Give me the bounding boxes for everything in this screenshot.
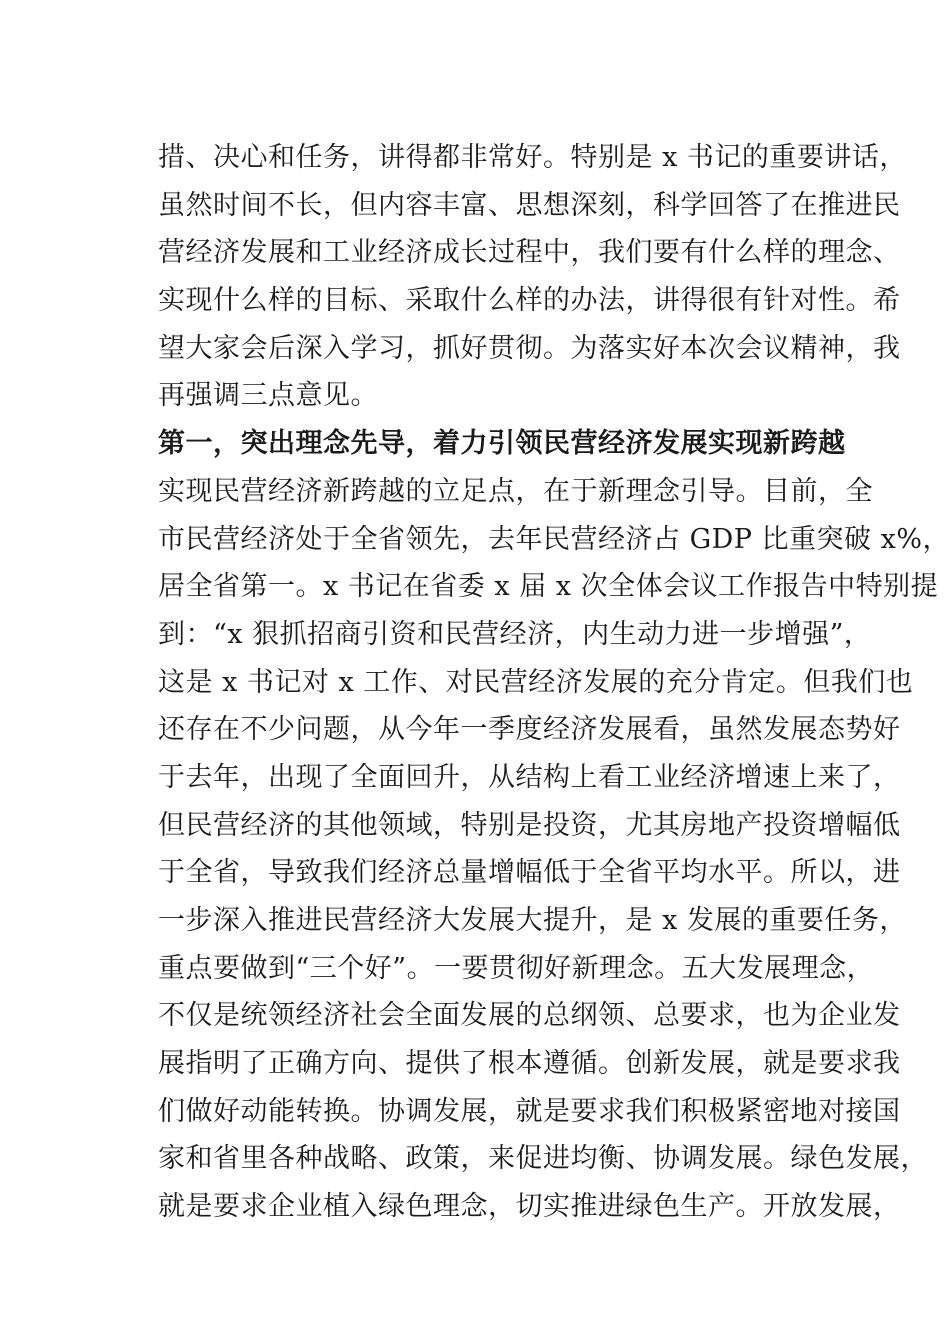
document-body [158,134,950,1231]
paragraph-line: 但民营经济的其他领域，特别是投资，尤其房地产投资增幅低 [158,809,901,841]
paragraph-line: 营经济发展和工业经济成长过程中，我们要有什么样的理念、 [158,237,901,269]
paragraph-line: 一步深入推进民营经济大发展大提升，是 x 发展的重要任务， [158,905,907,936]
paragraph-line: 家和省里各种战略、政策，来促进均衡、协调发展。绿色发展， [158,1143,928,1175]
paragraph-line: 市民营经济处于全省领先，去年民营经济占 GDP 比重突破 x%， [158,523,950,555]
paragraph-line: 不仅是统领经济社会全面发展的总纲领、总要求，也为企业发 [158,1000,901,1032]
paragraph-line: 于去年，出现了全面回升，从结构上看工业经济增速上来了， [158,761,901,793]
section-heading: 第一，突出理念先导，着力引领民营经济发展实现新跨越 [158,428,846,460]
paragraph-line: 到：“x 狠抓招商引资和民营经济，内生动力进一步增强”， [158,618,872,650]
paragraph-line: 还存在不少问题，从今年一季度经济发展看，虽然发展态势好 [158,714,901,746]
paragraph-line: 这是 x 书记对 x 工作、对民营经济发展的充分肯定。但我们也 [158,666,914,698]
paragraph-line: 实现民营经济新跨越的立足点，在于新理念引导。目前，全 [158,475,873,507]
paragraph-line: 虽然时间不长，但内容丰富、思想深刻，科学回答了在推进民 [158,189,901,221]
paragraph-line: 措、决心和任务，讲得都非常好。特别是 x 书记的重要讲话， [158,142,907,173]
paragraph-line: 展指明了正确方向、提供了根本遵循。创新发展，就是要求我 [158,1048,901,1080]
paragraph-line: 望大家会后深入学习，抓好贯彻。为落实好本次会议精神，我 [158,332,901,364]
paragraph-line: 于全省，导致我们经济总量增幅低于全省平均水平。所以，进 [158,857,901,889]
paragraph-line: 实现什么样的目标、采取什么样的办法，讲得很有针对性。希 [158,285,901,317]
paragraph-line: 就是要求企业植入绿色理念，切实推进绿色生产。开放发展， [158,1191,901,1223]
paragraph-line: 重点要做到“三个好”。一要贯彻好新理念。五大发展理念， [158,952,875,984]
paragraph-line: 再强调三点意见。 [158,380,378,412]
paragraph-line: 居全省第一。x 书记在省委 x 届 x 次全体会议工作报告中特别提 [158,571,939,603]
paragraph-line: 们做好动能转换。协调发展，就是要求我们积极紧密地对接国 [158,1095,901,1127]
